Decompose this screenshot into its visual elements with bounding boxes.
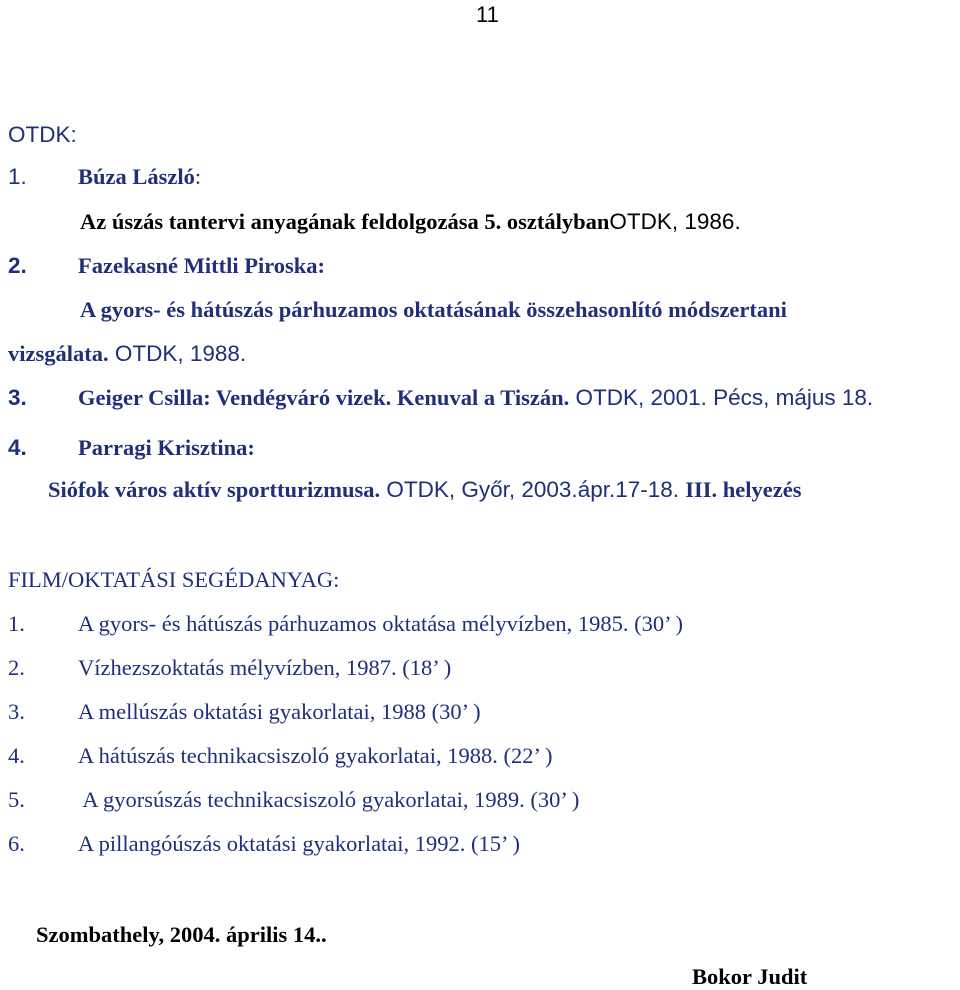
otdk-item-3 [8,385,873,411]
otdk-item-4-title: Siófok város aktív sportturizmusa. [48,477,381,502]
otdk-item-1-author: Búza László [78,164,195,189]
film-item-4-number: 4. [8,743,25,768]
otdk-item-1-venue: OTDK, 1986. [609,209,741,234]
otdk-item-3-number: 3. [8,385,27,410]
otdk-item-2-author: Fazekasné Mittli Piroska: [78,253,326,278]
otdk-item-1-title: Az úszás tantervi anyagának feldolgozása 5. osztályban [80,209,610,234]
otdk-item-4-venue: OTDK, Győr, 2003.ápr.17-18. [380,477,686,502]
otdk-item-2-title-line1: A gyors- és hátúszás párhuzamos oktatásának összehasonlító módszertani [80,297,787,322]
otdk-heading: OTDK: [8,122,77,147]
otdk-item-4-number: 4. [8,435,27,460]
film-item-6-number: 6. [8,831,25,856]
film-item-3-number: 3. [8,699,25,724]
film-item-6-text: A pillangóúszás oktatási gyakorlatai, 1992. (15’ ) [78,831,520,856]
footer-place-date: Szombathely, 2004. április 14.. [36,922,327,947]
page-number: 11 [476,2,499,27]
film-item-1 [8,611,683,637]
otdk-item-2-number: 2. [8,253,27,278]
otdk-item-3-text: Geiger Csilla: Vendégváró vizek. Kenuval a Tiszán. [78,385,570,410]
film-heading: FILM/OKTATÁSI SEGÉDANYAG: [8,567,340,592]
otdk-item-2-line1 [8,253,325,279]
film-item-6 [8,831,520,857]
otdk-item-2-venue: OTDK, 1988. [108,341,247,366]
film-item-1-number: 1. [8,611,25,636]
otdk-item-4-result: III. helyezés [685,477,802,502]
otdk-item-1-line1 [8,164,201,190]
footer-signature: Bokor Judit [692,964,808,989]
otdk-item-1-author-suffix: : [194,164,202,189]
otdk-item-1-line2 [80,209,741,235]
film-item-1-text: A gyors- és hátúszás párhuzamos oktatása mélyvízben, 1985. (30’ ) [78,611,684,636]
otdk-item-4-author: Parragi Krisztina: [78,435,255,460]
film-item-2-text: Vízhezszoktatás mélyvízben, 1987. (18’ ) [78,655,452,680]
film-item-2-number: 2. [8,655,25,680]
film-item-4 [8,743,552,769]
film-item-5-text: A gyorsúszás technikacsiszoló gyakorlatai, 1989. (30’ ) [78,787,580,812]
film-item-5-number: 5. [8,787,25,812]
otdk-item-1-number: 1. [8,164,27,189]
film-item-2 [8,655,451,681]
film-item-4-text: A hátúszás technikacsiszoló gyakorlatai, 1988. (22’ ) [78,743,553,768]
otdk-item-4-line2 [48,477,802,503]
film-item-3-text: A mellúszás oktatási gyakorlatai, 1988 (30’ ) [78,699,481,724]
otdk-item-2-line3 [8,341,246,367]
film-item-3 [8,699,481,725]
otdk-item-4-line1 [8,435,255,461]
film-item-5 [8,787,579,813]
otdk-item-2-line2 [80,297,787,323]
otdk-item-3-venue: OTDK, 2001. Pécs, május 18. [569,385,874,410]
otdk-item-2-title-line2: vizsgálata. [8,341,109,366]
